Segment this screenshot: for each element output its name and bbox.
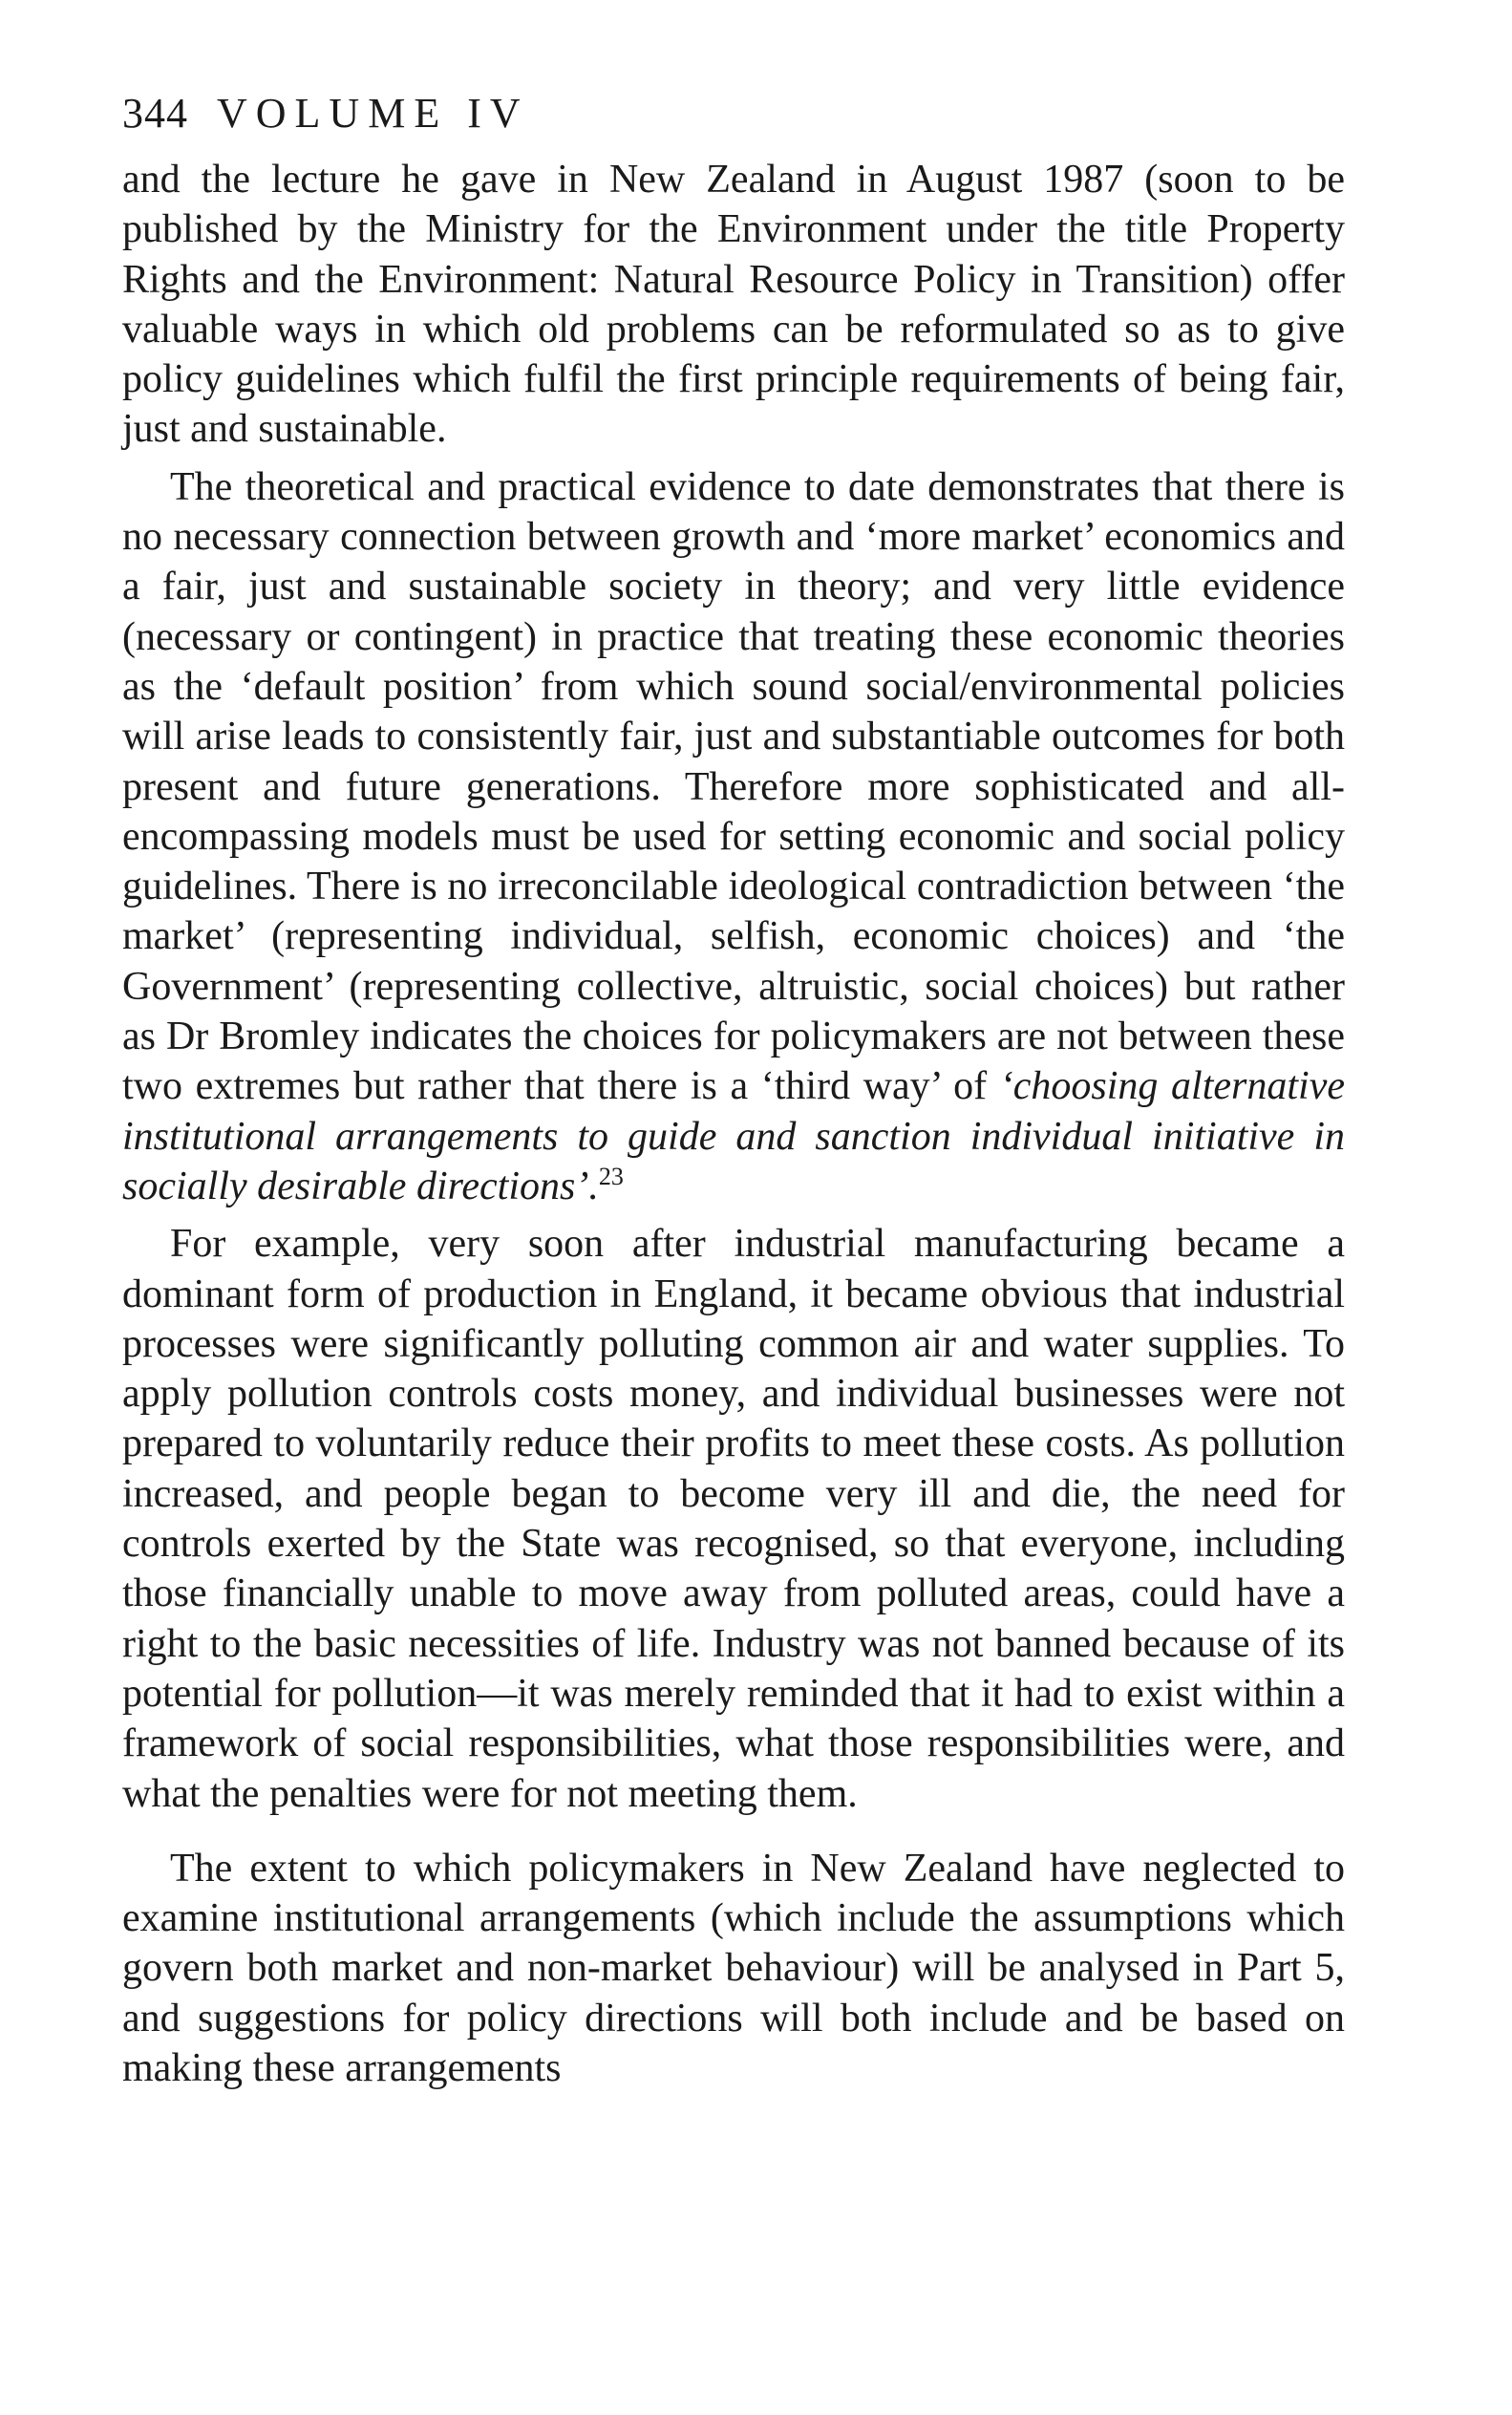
paragraph-2-text: The theoretical and practical evidence to date demonstrates that there is no necessary connection between growth and ‘more market’ economics and a fair, just and sustainable society in theory; and very little evidence (necessary or contingent) in practice that treating these economic theories as the ‘default position’ from which sound social/environmental policies will arise leads to consistently fair, just and substantiable outcomes for both present and future generations. Therefore more sophisticated and all-encompassing models must be used for setting economic and social policy guidelines. There is no irreconcilable ideological contradiction between ‘the market’ (representing individual, selfish, economic choices) and ‘the Government’ (representing collective, altruistic, social choices) but rather as Dr Bromley indicates the choices for policymakers are not between these two extremes but rather that there is a ‘third way’ of xyxy=(122,464,1345,1109)
paragraph-2 xyxy=(122,462,1345,1211)
paragraph-4: The extent to which policymakers in New Zealand have neglected to examine institutional arrangements (which include the assumptions which govern both market and non-market behaviour) will be analysed in Part 5, and suggestions for policy directions will both include and be based on making these arrangements xyxy=(122,1846,1345,2090)
book-page xyxy=(122,88,1345,2093)
page-number: 344 xyxy=(122,90,188,137)
paragraph-3: For example, very soon after industrial manufacturing became a dominant form of production in England, it became obvious that industrial processes were significantly polluting common air and water supplies. To apply pollution controls costs money, and individual businesses were not prepared to voluntarily reduce their profits to meet these costs. As pollution increased, and people began to become very ill and die, the need for controls exerted by the State was recognised, so that everyone, including those financially unable to move away from polluted areas, could have a right to the basic necessities of life. Industry was not banned because of its potential for pollution—it was merely reminded that it had to exist within a framework of social responsibilities, what those responsibilities were, and what the penalties were for not meeting them. xyxy=(122,1222,1345,1816)
bromley-quote: ‘choosing alternative institutional arrangements to guide and sanction individual initiative in socially desirable directions’. xyxy=(122,1064,1345,1208)
running-head xyxy=(122,88,1345,139)
footnote-reference[interactable]: 23 xyxy=(598,1162,624,1190)
running-title: VOLUME IV xyxy=(217,90,529,137)
paragraph-1: and the lecture he gave in New Zealand in August 1987 (soon to be published by the Ministry for the Environment under the title Property Rights and the Environment: Natural Resource Policy in Transition) offer valuable ways in which old problems can be reformulated so as to give policy guidelines which fulfil the first principle requirements of being fair, just and sustainable. xyxy=(122,158,1345,452)
